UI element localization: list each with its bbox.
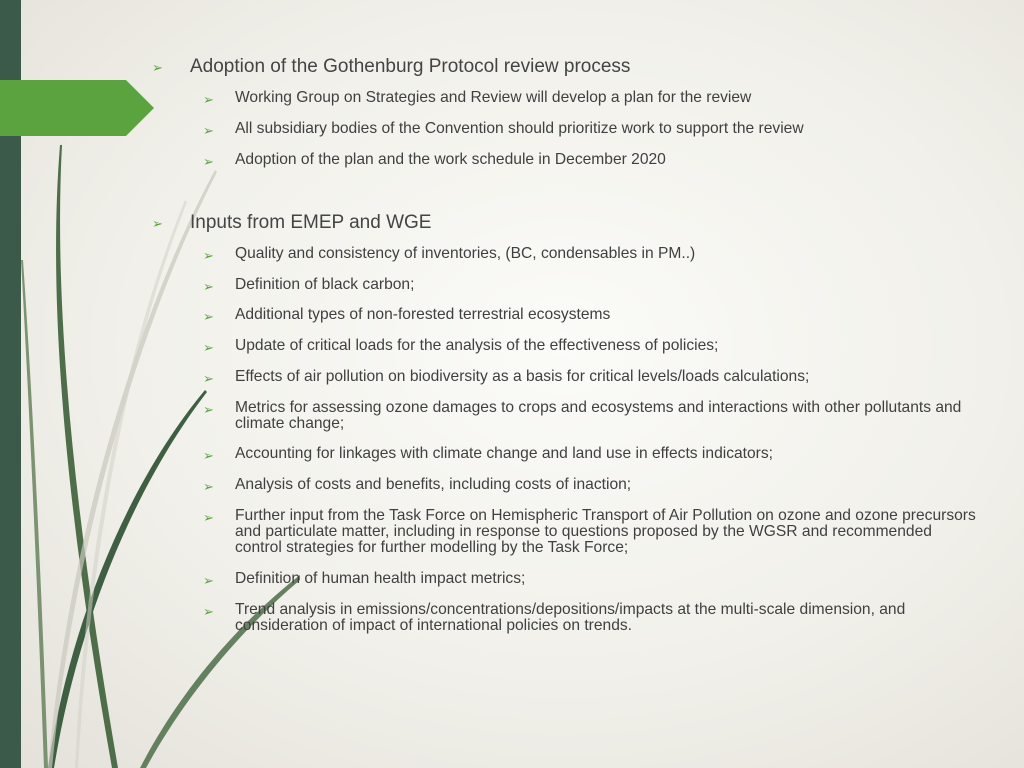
arrow-bullet-icon: ➢ [203, 371, 214, 386]
list-item: ➢ Accounting for linkages with climate change and land use in effects indicators; [203, 445, 774, 463]
list-item: ➢ Definition of black carbon; [203, 276, 415, 294]
list-item: ➢ Further input from the Task Force on Hemispheric Transport of Air Pollution on ozone and ozone precursors and particulate matter, including in response to questions proposed by the WGSR and recommended control strategies for further modelling by the Task Force; [203, 507, 976, 556]
list-item: ➢ Definition of human health impact metrics; [203, 570, 526, 588]
slide-content: ➢ Adoption of the Gothenburg Protocol review process ➢ Working Group on Strategies and Review will develop a plan for the review ➢ All subsidiary bodies of the Convention should prioritize work to support the review ➢ Adoption of the plan and the work schedule in December 2020 ➢ Inputs from EMEP and WGE ➢ Quality and consistency of inventories, (BC, condensables in PM..) ➢ Definition of black carbon; ➢ Additional types of non-forested terrestrial ecosystems ➢ Update of critical loads for the analysis of the effectiveness of policies; ➢ Effects of air pollution on biodiversity as a basis for critical levels/loads calculations; ➢ Metrics for assessing ozone damages to crops and ecosystems and interactions with other pollutants and climate change; ➢ Accounting for linkages with climate change and land use in effects indicators; ➢ Analysis of costs and benefits, including costs of inaction; ➢ Further input from the Task Force on Hemispheric Transport of Air Pollution on ozone and ozone precursors and particulate matter, including in response to questions proposed by the WGSR and recommended control strategies for further modelling by the Task Force; ➢ Definition of human health impact metrics; ➢ Trend analysis in emissions/concentrations/depositions/impacts at the multi-scale dimension, and consideration of impact of international policies on trends. [0, 0, 1024, 768]
arrow-bullet-icon: ➢ [203, 510, 214, 525]
arrow-bullet-icon: ➢ [203, 573, 214, 588]
arrow-bullet-icon: ➢ [203, 479, 214, 494]
list-item: ➢ Quality and consistency of inventories, (BC, condensables in PM..) [203, 245, 696, 263]
arrow-bullet-icon: ➢ [203, 92, 214, 107]
arrow-bullet-icon: ➢ [203, 604, 214, 619]
list-item: ➢ Trend analysis in emissions/concentrations/depositions/impacts at the multi-scale dimension, and consideration of impact of international policies on trends. [203, 601, 906, 634]
list-item: ➢ Additional types of non-forested terrestrial ecosystems [203, 306, 611, 324]
arrow-bullet-icon: ➢ [203, 154, 214, 169]
arrow-bullet-icon: ➢ [203, 448, 214, 463]
arrow-bullet-icon: ➢ [203, 248, 214, 263]
arrow-bullet-icon: ➢ [203, 279, 214, 294]
arrow-bullet-icon: ➢ [203, 123, 214, 138]
arrow-bullet-icon: ➢ [203, 402, 214, 417]
list-item: ➢ Effects of air pollution on biodiversity as a basis for critical levels/loads calculations; [203, 368, 810, 386]
list-item: ➢ Working Group on Strategies and Review will develop a plan for the review [203, 89, 752, 107]
arrow-bullet-icon: ➢ [152, 60, 163, 75]
arrow-bullet-icon: ➢ [203, 340, 214, 355]
list-item: ➢ Metrics for assessing ozone damages to crops and ecosystems and interactions with other pollutants and climate change; [203, 399, 962, 432]
list-item: ➢ Update of critical loads for the analysis of the effectiveness of policies; [203, 337, 719, 355]
arrow-bullet-icon: ➢ [203, 309, 214, 324]
list-item: ➢ All subsidiary bodies of the Convention should prioritize work to support the review [203, 120, 804, 138]
list-item: ➢ Adoption of the plan and the work schedule in December 2020 [203, 151, 666, 169]
list-item: ➢ Analysis of costs and benefits, including costs of inaction; [203, 476, 632, 494]
arrow-bullet-icon: ➢ [152, 216, 163, 231]
